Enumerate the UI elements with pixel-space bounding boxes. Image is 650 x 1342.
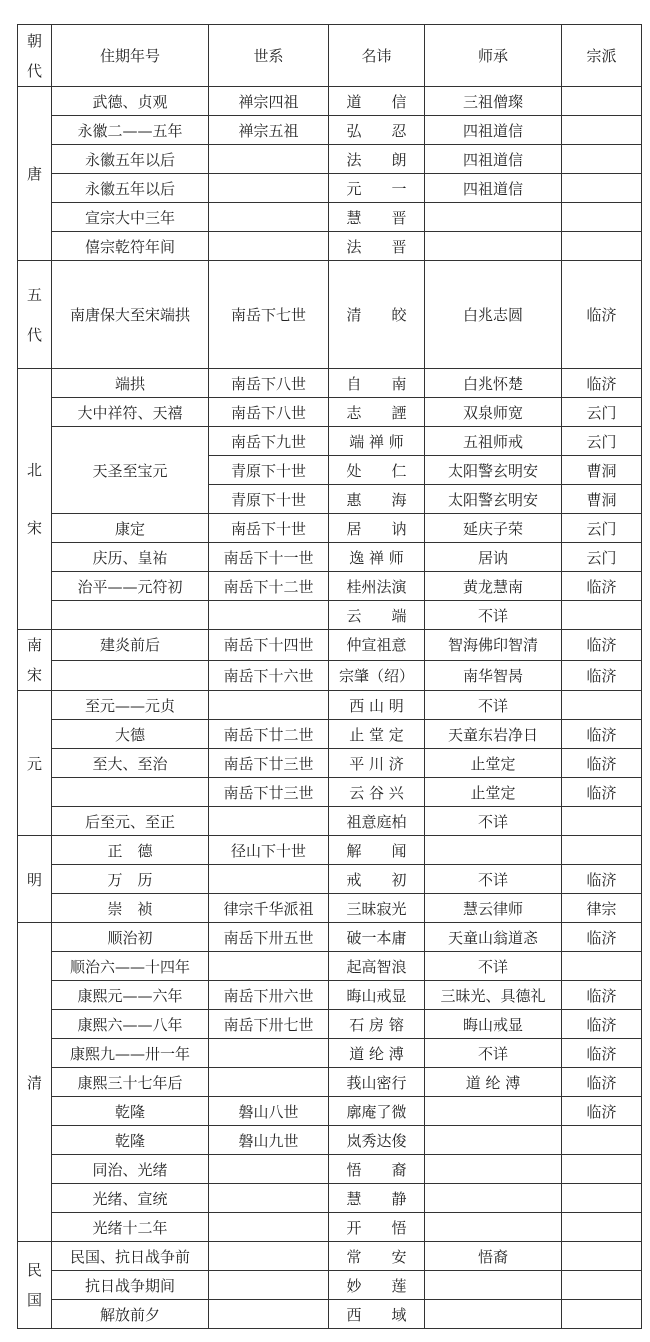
lineage-cell bbox=[209, 203, 329, 232]
school-cell bbox=[562, 1271, 642, 1300]
lineage-cell: 南岳下七世 bbox=[209, 261, 329, 369]
master-cell: 居讷 bbox=[425, 543, 562, 572]
lineage-cell: 南岳下卅七世 bbox=[209, 1010, 329, 1039]
master-cell: 四祖道信 bbox=[425, 174, 562, 203]
lineage-cell: 南岳下九世 bbox=[209, 427, 329, 456]
period-cell: 天圣至宝元 bbox=[52, 427, 209, 514]
lineage-cell bbox=[209, 1213, 329, 1242]
school-cell: 临济 bbox=[562, 778, 642, 807]
name-cell: 端 禅 师 bbox=[329, 427, 425, 456]
table-row bbox=[18, 660, 642, 691]
master-cell: 晦山戒显 bbox=[425, 1010, 562, 1039]
name-cell: 悟 裔 bbox=[329, 1155, 425, 1184]
name-cell: 止 堂 定 bbox=[329, 720, 425, 749]
lineage-cell bbox=[209, 174, 329, 203]
lineage-cell bbox=[209, 1300, 329, 1329]
table-row bbox=[18, 981, 642, 1010]
period-cell: 至大、至治 bbox=[52, 749, 209, 778]
name-cell: 自 南 bbox=[329, 369, 425, 398]
lineage-cell: 南岳下八世 bbox=[209, 398, 329, 427]
table-row bbox=[18, 572, 642, 601]
school-cell bbox=[562, 807, 642, 836]
master-cell: 延庆子荣 bbox=[425, 514, 562, 543]
school-cell bbox=[562, 1213, 642, 1242]
school-cell: 临济 bbox=[562, 981, 642, 1010]
lineage-cell: 律宗千华派祖 bbox=[209, 894, 329, 923]
name-cell: 宗肇（绍） bbox=[329, 660, 425, 691]
table-row bbox=[18, 543, 642, 572]
school-cell: 临济 bbox=[562, 1010, 642, 1039]
lineage-cell: 南岳下廿三世 bbox=[209, 749, 329, 778]
table-row bbox=[18, 87, 642, 116]
lineage-cell: 径山下十世 bbox=[209, 836, 329, 865]
master-cell bbox=[425, 1213, 562, 1242]
period-cell: 后至元、至正 bbox=[52, 807, 209, 836]
table-row bbox=[18, 952, 642, 981]
master-cell bbox=[425, 1097, 562, 1126]
master-cell: 三昧光、具德礼 bbox=[425, 981, 562, 1010]
school-cell: 临济 bbox=[562, 1097, 642, 1126]
school-cell bbox=[562, 952, 642, 981]
name-cell: 元 一 bbox=[329, 174, 425, 203]
table-row bbox=[18, 1010, 642, 1039]
master-cell bbox=[425, 1271, 562, 1300]
dynasty-yuan: 元 bbox=[18, 691, 52, 836]
lineage-cell bbox=[209, 807, 329, 836]
school-cell: 云门 bbox=[562, 398, 642, 427]
period-cell: 至元——元贞 bbox=[52, 691, 209, 720]
name-cell: 石 房 镕 bbox=[329, 1010, 425, 1039]
period-cell: 僖宗乾符年间 bbox=[52, 232, 209, 261]
lineage-cell bbox=[209, 1184, 329, 1213]
period-cell: 永徽二——五年 bbox=[52, 116, 209, 145]
table-row bbox=[18, 1126, 642, 1155]
period-cell: 顺治六——十四年 bbox=[52, 952, 209, 981]
table-row bbox=[18, 174, 642, 203]
period-cell: 解放前夕 bbox=[52, 1300, 209, 1329]
dynasty-nansong: 南宋 bbox=[18, 630, 52, 691]
name-cell: 惠 海 bbox=[329, 485, 425, 514]
master-cell bbox=[425, 203, 562, 232]
header-row bbox=[18, 25, 642, 87]
school-cell: 临济 bbox=[562, 1068, 642, 1097]
table-row bbox=[18, 836, 642, 865]
table-row bbox=[18, 232, 642, 261]
master-cell: 道 纶 溥 bbox=[425, 1068, 562, 1097]
dynasty-qing: 清 bbox=[18, 923, 52, 1242]
lineage-cell: 磐山八世 bbox=[209, 1097, 329, 1126]
lineage-cell: 南岳下卅六世 bbox=[209, 981, 329, 1010]
master-cell: 悟裔 bbox=[425, 1242, 562, 1271]
name-cell: 云 端 bbox=[329, 601, 425, 630]
lineage-cell: 南岳下廿三世 bbox=[209, 778, 329, 807]
lineage-cell bbox=[209, 1039, 329, 1068]
lineage-cell bbox=[209, 601, 329, 630]
school-cell: 临济 bbox=[562, 1039, 642, 1068]
period-cell: 乾隆 bbox=[52, 1097, 209, 1126]
school-cell bbox=[562, 836, 642, 865]
dynasty-tang: 唐 bbox=[18, 87, 52, 261]
name-cell: 居 讷 bbox=[329, 514, 425, 543]
header-dynasty: 朝代 bbox=[18, 25, 52, 87]
period-cell: 建炎前后 bbox=[52, 630, 209, 661]
master-cell: 太阳警玄明安 bbox=[425, 456, 562, 485]
school-cell: 临济 bbox=[562, 261, 642, 369]
name-cell: 常 安 bbox=[329, 1242, 425, 1271]
name-cell: 法 晋 bbox=[329, 232, 425, 261]
period-cell: 康熙元——六年 bbox=[52, 981, 209, 1010]
name-cell: 解 闻 bbox=[329, 836, 425, 865]
master-cell: 三祖僧璨 bbox=[425, 87, 562, 116]
master-cell: 不详 bbox=[425, 691, 562, 720]
table-row bbox=[18, 923, 642, 952]
school-cell bbox=[562, 203, 642, 232]
period-cell: 光绪、宣统 bbox=[52, 1184, 209, 1213]
master-cell bbox=[425, 232, 562, 261]
name-cell: 仲宣祖意 bbox=[329, 630, 425, 661]
master-cell: 慧云律师 bbox=[425, 894, 562, 923]
period-cell: 顺治初 bbox=[52, 923, 209, 952]
name-cell: 开 悟 bbox=[329, 1213, 425, 1242]
lineage-cell: 磐山九世 bbox=[209, 1126, 329, 1155]
lineage-cell: 禅宗五祖 bbox=[209, 116, 329, 145]
dynasty-minguo: 民国 bbox=[18, 1242, 52, 1329]
period-cell: 抗日战争期间 bbox=[52, 1271, 209, 1300]
lineage-cell: 南岳下十六世 bbox=[209, 660, 329, 691]
header-school: 宗派 bbox=[562, 25, 642, 87]
lineage-cell: 南岳下八世 bbox=[209, 369, 329, 398]
table-row bbox=[18, 691, 642, 720]
table-row bbox=[18, 261, 642, 369]
table-row bbox=[18, 514, 642, 543]
name-cell: 志 諲 bbox=[329, 398, 425, 427]
lineage-cell: 南岳下十一世 bbox=[209, 543, 329, 572]
name-cell: 平 川 济 bbox=[329, 749, 425, 778]
school-cell: 云门 bbox=[562, 543, 642, 572]
lineage-cell: 禅宗四祖 bbox=[209, 87, 329, 116]
dynasty-wudai: 五代 bbox=[18, 261, 52, 369]
period-cell: 光绪十二年 bbox=[52, 1213, 209, 1242]
table-row bbox=[18, 1300, 642, 1329]
master-cell: 止堂定 bbox=[425, 778, 562, 807]
table-row bbox=[18, 1155, 642, 1184]
lineage-cell: 南岳下卅五世 bbox=[209, 923, 329, 952]
name-cell: 起高智浪 bbox=[329, 952, 425, 981]
table-row bbox=[18, 894, 642, 923]
master-cell: 天童东岩净日 bbox=[425, 720, 562, 749]
master-cell: 智海佛印智清 bbox=[425, 630, 562, 661]
name-cell: 逸 禅 师 bbox=[329, 543, 425, 572]
table-row bbox=[18, 145, 642, 174]
master-cell: 止堂定 bbox=[425, 749, 562, 778]
period-cell: 正 德 bbox=[52, 836, 209, 865]
school-cell: 临济 bbox=[562, 660, 642, 691]
school-cell: 云门 bbox=[562, 514, 642, 543]
master-cell bbox=[425, 1126, 562, 1155]
dynasty-ming: 明 bbox=[18, 836, 52, 923]
period-cell: 民国、抗日战争前 bbox=[52, 1242, 209, 1271]
master-cell: 白兆怀楚 bbox=[425, 369, 562, 398]
school-cell: 曹洞 bbox=[562, 456, 642, 485]
school-cell: 临济 bbox=[562, 572, 642, 601]
master-cell bbox=[425, 1155, 562, 1184]
period-cell: 永徽五年以后 bbox=[52, 174, 209, 203]
name-cell: 祖意庭柏 bbox=[329, 807, 425, 836]
table-row bbox=[18, 1184, 642, 1213]
school-cell bbox=[562, 174, 642, 203]
school-cell: 临济 bbox=[562, 749, 642, 778]
school-cell bbox=[562, 87, 642, 116]
table-row bbox=[18, 720, 642, 749]
school-cell: 临济 bbox=[562, 720, 642, 749]
name-cell: 慧 晋 bbox=[329, 203, 425, 232]
period-cell: 康熙三十七年后 bbox=[52, 1068, 209, 1097]
table-row bbox=[18, 807, 642, 836]
name-cell: 莪山密行 bbox=[329, 1068, 425, 1097]
name-cell: 道 信 bbox=[329, 87, 425, 116]
master-cell bbox=[425, 1184, 562, 1213]
lineage-cell bbox=[209, 1271, 329, 1300]
lineage-cell bbox=[209, 952, 329, 981]
lineage-cell bbox=[209, 232, 329, 261]
period-cell: 庆历、皇祐 bbox=[52, 543, 209, 572]
name-cell: 岚秀达俊 bbox=[329, 1126, 425, 1155]
table-row bbox=[18, 203, 642, 232]
table-row bbox=[18, 1271, 642, 1300]
dynasty-beisong: 北宋 bbox=[18, 369, 52, 630]
period-cell: 端拱 bbox=[52, 369, 209, 398]
school-cell bbox=[562, 691, 642, 720]
table-row bbox=[18, 630, 642, 661]
master-cell: 四祖道信 bbox=[425, 116, 562, 145]
school-cell bbox=[562, 145, 642, 174]
lineage-cell bbox=[209, 1242, 329, 1271]
lineage-cell bbox=[209, 691, 329, 720]
table-row bbox=[18, 398, 642, 427]
school-cell bbox=[562, 601, 642, 630]
period-cell bbox=[52, 778, 209, 807]
master-cell: 五祖师戒 bbox=[425, 427, 562, 456]
name-cell: 桂州法演 bbox=[329, 572, 425, 601]
master-cell: 不详 bbox=[425, 865, 562, 894]
master-cell: 天童山翁道忞 bbox=[425, 923, 562, 952]
lineage-cell: 南岳下十世 bbox=[209, 514, 329, 543]
master-cell: 不详 bbox=[425, 952, 562, 981]
name-cell: 廓庵了微 bbox=[329, 1097, 425, 1126]
header-period: 住期年号 bbox=[52, 25, 209, 87]
school-cell bbox=[562, 1126, 642, 1155]
name-cell: 慧 静 bbox=[329, 1184, 425, 1213]
school-cell bbox=[562, 1155, 642, 1184]
table-row bbox=[18, 1213, 642, 1242]
name-cell: 弘 忍 bbox=[329, 116, 425, 145]
lineage-cell: 青原下十世 bbox=[209, 485, 329, 514]
period-cell: 康熙六——八年 bbox=[52, 1010, 209, 1039]
lineage-table bbox=[17, 24, 642, 1329]
lineage-cell bbox=[209, 145, 329, 174]
period-cell: 康熙九——卅一年 bbox=[52, 1039, 209, 1068]
table-row bbox=[18, 601, 642, 630]
period-cell: 宣宗大中三年 bbox=[52, 203, 209, 232]
header-lineage: 世系 bbox=[209, 25, 329, 87]
school-cell: 临济 bbox=[562, 865, 642, 894]
lineage-cell bbox=[209, 1155, 329, 1184]
name-cell: 清 皎 bbox=[329, 261, 425, 369]
name-cell: 妙 莲 bbox=[329, 1271, 425, 1300]
name-cell: 道 纶 溥 bbox=[329, 1039, 425, 1068]
table-row bbox=[18, 1242, 642, 1271]
period-cell: 崇 祯 bbox=[52, 894, 209, 923]
master-cell: 太阳警玄明安 bbox=[425, 485, 562, 514]
school-cell: 曹洞 bbox=[562, 485, 642, 514]
table-row bbox=[18, 1068, 642, 1097]
table-row bbox=[18, 778, 642, 807]
header-master: 师承 bbox=[425, 25, 562, 87]
name-cell: 西 域 bbox=[329, 1300, 425, 1329]
table-row bbox=[18, 116, 642, 145]
period-cell: 康定 bbox=[52, 514, 209, 543]
period-cell: 南唐保大至宋端拱 bbox=[52, 261, 209, 369]
lineage-cell: 青原下十世 bbox=[209, 456, 329, 485]
lineage-cell bbox=[209, 1068, 329, 1097]
master-cell: 不详 bbox=[425, 807, 562, 836]
master-cell: 南华智昺 bbox=[425, 660, 562, 691]
name-cell: 三昧寂光 bbox=[329, 894, 425, 923]
school-cell: 临济 bbox=[562, 630, 642, 661]
period-cell: 大德 bbox=[52, 720, 209, 749]
table-row bbox=[18, 1097, 642, 1126]
school-cell bbox=[562, 232, 642, 261]
master-cell: 四祖道信 bbox=[425, 145, 562, 174]
school-cell bbox=[562, 116, 642, 145]
school-cell: 临济 bbox=[562, 369, 642, 398]
name-cell: 戒 初 bbox=[329, 865, 425, 894]
table-row bbox=[18, 865, 642, 894]
school-cell bbox=[562, 1300, 642, 1329]
table-row bbox=[18, 427, 642, 456]
period-cell: 武德、贞观 bbox=[52, 87, 209, 116]
school-cell: 临济 bbox=[562, 923, 642, 952]
name-cell: 云 谷 兴 bbox=[329, 778, 425, 807]
name-cell: 西 山 明 bbox=[329, 691, 425, 720]
period-cell: 同治、光绪 bbox=[52, 1155, 209, 1184]
master-cell bbox=[425, 836, 562, 865]
master-cell: 白兆志圆 bbox=[425, 261, 562, 369]
master-cell: 不详 bbox=[425, 1039, 562, 1068]
period-cell bbox=[52, 660, 209, 691]
lineage-cell bbox=[209, 865, 329, 894]
master-cell bbox=[425, 1300, 562, 1329]
table-row bbox=[18, 749, 642, 778]
name-cell: 法 朗 bbox=[329, 145, 425, 174]
name-cell: 破一本庸 bbox=[329, 923, 425, 952]
lineage-cell: 南岳下十四世 bbox=[209, 630, 329, 661]
school-cell bbox=[562, 1184, 642, 1213]
master-cell: 黄龙慧南 bbox=[425, 572, 562, 601]
period-cell: 永徽五年以后 bbox=[52, 145, 209, 174]
period-cell: 治平——元符初 bbox=[52, 572, 209, 601]
lineage-cell: 南岳下十二世 bbox=[209, 572, 329, 601]
school-cell: 律宗 bbox=[562, 894, 642, 923]
header-name: 名讳 bbox=[329, 25, 425, 87]
period-cell: 大中祥符、天禧 bbox=[52, 398, 209, 427]
lineage-cell: 南岳下廿二世 bbox=[209, 720, 329, 749]
period-cell: 万 历 bbox=[52, 865, 209, 894]
table-row bbox=[18, 369, 642, 398]
school-cell: 云门 bbox=[562, 427, 642, 456]
table-row bbox=[18, 1039, 642, 1068]
period-cell: 乾隆 bbox=[52, 1126, 209, 1155]
period-cell bbox=[52, 601, 209, 630]
school-cell bbox=[562, 1242, 642, 1271]
name-cell: 晦山戒显 bbox=[329, 981, 425, 1010]
master-cell: 不详 bbox=[425, 601, 562, 630]
name-cell: 处 仁 bbox=[329, 456, 425, 485]
master-cell: 双泉师宽 bbox=[425, 398, 562, 427]
